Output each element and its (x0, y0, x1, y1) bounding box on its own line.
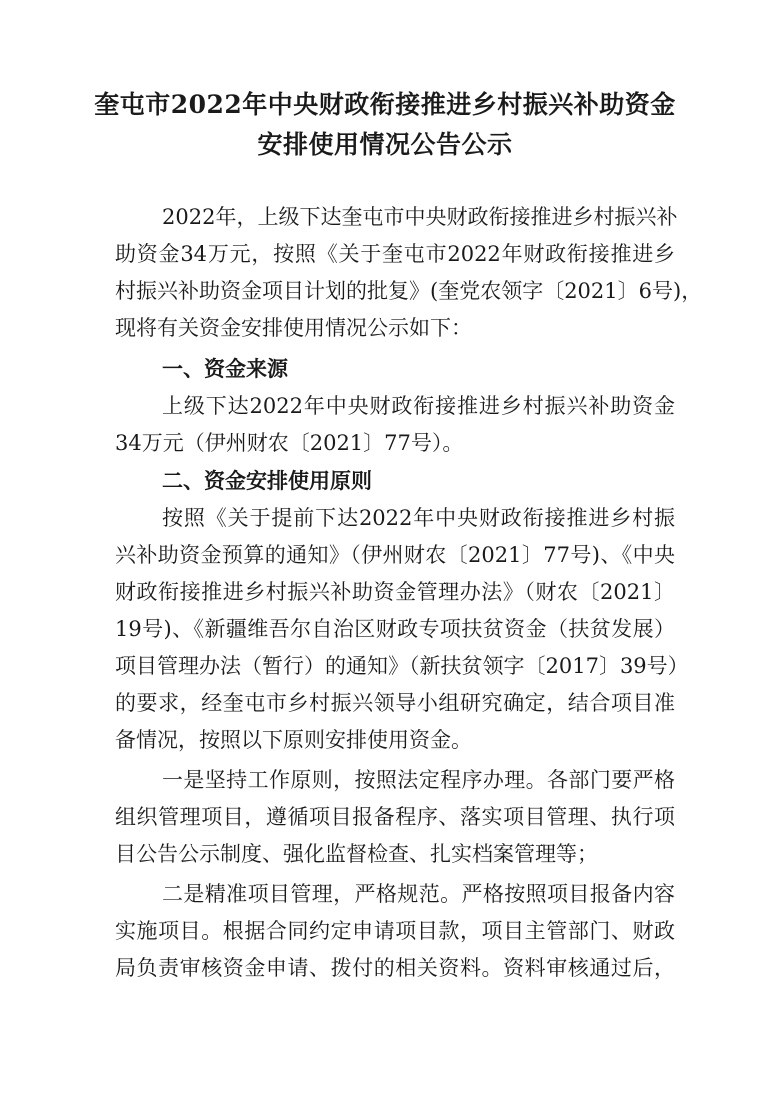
paragraph-principles-line-5: 项目管理办法（暂行）的通知》（新扶贫领字〔2017〕39号） (115, 654, 689, 678)
document-title-line-2: 安排使用情况公告公示 (257, 130, 513, 159)
section-heading-usage-principles: 二、资金安排使用原则 (162, 468, 372, 493)
paragraph-principles-line-3: 财政衔接推进乡村振兴补助资金管理办法》（财农〔2021〕 (115, 580, 675, 604)
paragraph-point-one-line-3: 目公告公示制度、强化监督检查、扎实档案管理等； (115, 842, 598, 866)
paragraph-point-two-line-3: 局负责审核资金申请、拨付的相关资料。资料审核通过后， (115, 956, 675, 980)
paragraph-principles-line-2: 兴补助资金预算的通知》（伊州财农〔2021〕77号)、《中央 (115, 543, 675, 567)
paragraph-principles-line-4: 19号)、《新疆维吾尔自治区财政专项扶贫资金（扶贫发展） (115, 617, 675, 641)
paragraph-principles-line-1: 按照《关于提前下达2022年中央财政衔接推进乡村振 (162, 506, 675, 530)
paragraph-source-line-1: 上级下达2022年中央财政衔接推进乡村振兴补助资金 (162, 394, 675, 418)
paragraph-intro-line-2: 助资金34万元，按照《关于奎屯市2022年财政衔接推进乡 (115, 242, 675, 266)
paragraph-intro-line-4: 现将有关资金安排使用情况公示如下： (115, 316, 472, 340)
paragraph-point-one-line-1: 一是坚持工作原则，按照法定程序办理。各部门要严格 (162, 768, 675, 792)
paragraph-principles-line-7: 备情况，按照以下原则安排使用资金。 (115, 728, 472, 752)
paragraph-intro-line-1: 2022年，上级下达奎屯市中央财政衔接推进乡村振兴补 (162, 205, 678, 229)
paragraph-point-one-line-2: 组织管理项目，遵循项目报备程序、落实项目管理、执行项 (115, 805, 675, 829)
paragraph-intro-line-3: 村振兴补助资金项目计划的批复》(奎党农领字〔2021〕6号)， (115, 279, 703, 303)
paragraph-principles-line-6: 的要求，经奎屯市乡村振兴领导小组研究确定，结合项目准 (115, 691, 675, 715)
document-title-line-1: 奎屯市2022年中央财政衔接推进乡村振兴补助资金 (94, 90, 676, 119)
paragraph-point-two-line-1: 二是精准项目管理，严格规范。严格按照项目报备内容 (162, 882, 675, 906)
paragraph-source-line-2: 34万元（伊州财农〔2021〕77号）。 (115, 431, 464, 455)
section-heading-funding-source: 一、资金来源 (162, 356, 288, 381)
paragraph-point-two-line-2: 实施项目。根据合同约定申请项目款，项目主管部门、财政 (115, 919, 675, 943)
